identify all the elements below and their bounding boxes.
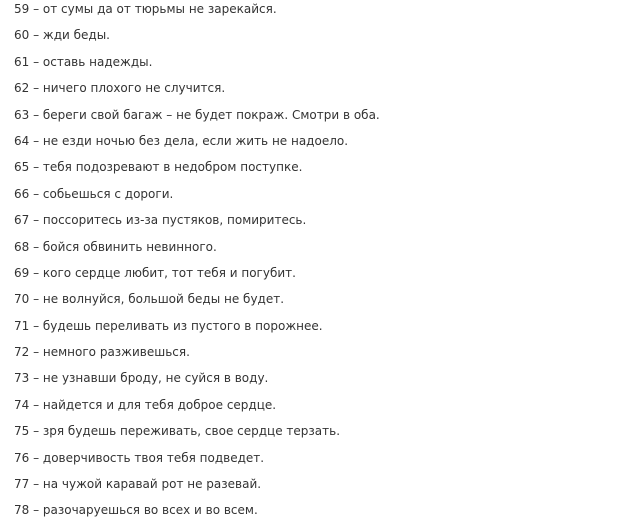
list-item-77: 77 – на чужой каравай рот не разевай. bbox=[14, 477, 262, 492]
list-item-67: 67 – поссоритесь из-за пустяков, помиритесь. bbox=[14, 213, 307, 228]
list-item-65: 65 – тебя подозревают в недобром поступке. bbox=[14, 160, 303, 175]
list-item-71: 71 – будешь переливать из пустого в порожнее. bbox=[14, 318, 323, 333]
text-document bbox=[14, 0, 614, 528]
list-item-61: 61 – оставь надежды. bbox=[14, 54, 153, 69]
list-item-62: 62 – ничего плохого не случится. bbox=[14, 81, 226, 96]
list-item-66: 66 – собьешься с дороги. bbox=[14, 186, 174, 201]
list-item-59: 59 – от сумы да от тюрьмы не зарекайся. bbox=[14, 2, 277, 16]
list-item-63: 63 – береги свой багаж – не будет покраж. Смотри в оба. bbox=[14, 107, 380, 122]
list-item-75: 75 – зря будешь переживать, свое сердце терзать. bbox=[14, 424, 341, 439]
list-item-72: 72 – немного разживешься. bbox=[14, 345, 190, 360]
list-item-73: 73 – не узнавши броду, не суйся в воду. bbox=[14, 371, 269, 386]
list-item-70: 70 – не волнуйся, большой беды не будет. bbox=[14, 292, 285, 307]
list-item-69: 69 – кого сердце любит, тот тебя и погубит. bbox=[14, 265, 296, 280]
list-item-60: 60 – жди беды. bbox=[14, 28, 110, 43]
list-item-76: 76 – доверчивость твоя тебя подведет. bbox=[14, 450, 265, 465]
list-item-64: 64 – не езди ночью без дела, если жить не надоело. bbox=[14, 133, 349, 148]
list-item-68: 68 – бойся обвинить невинного. bbox=[14, 239, 217, 254]
list-item-78: 78 – разочаруешься во всех и во всем. bbox=[14, 503, 258, 518]
list-item-74: 74 – найдется и для тебя доброе сердце. bbox=[14, 397, 277, 412]
